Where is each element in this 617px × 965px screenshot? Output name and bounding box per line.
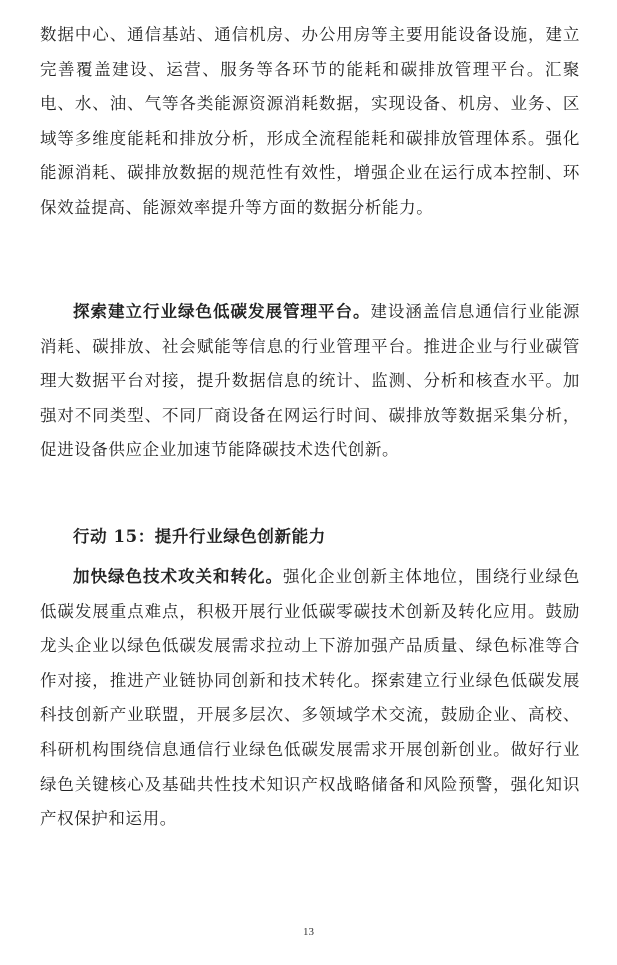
page-number: 13 bbox=[303, 926, 314, 938]
section-heading bbox=[40, 520, 580, 555]
paragraph-3-body: 强化企业创新主体地位，围绕行业绿色低碳发展重点难点，积极开展行业低碳零碳技术创新及转化应用。鼓励龙头企业以绿色低碳发展需求拉动上下游加强产品质量、绿色标准等合作对接，推进产业链协同创新和技术转化。探索建立行业绿色低碳发展科技创新产业联盟，开展多层次、多领域学术交流，鼓励企业、高校、科研机构围绕信息通信行业绿色低碳发展需求开展创新创业。做好行业绿色关键核心及基础共性技术知识产权战略储备和风险预警，强化知识产权保护和运用。 bbox=[40, 567, 581, 829]
paragraph-energy-platform bbox=[40, 18, 580, 226]
paragraph-1-text: 数据中心、通信基站、通信机房、办公用房等主要用能设备设施，建立完善覆盖建设、运营、服务等各环节的能耗和碳排放管理平台。汇聚电、水、油、气等各类能源资源消耗数据，实现设备、机房、业务、区域等多维度能耗和排放分析，形成全流程能耗和碳排放管理体系。强化能源消耗、碳排放数据的规范性有效性，增强企业在运行成本控制、环保效益提高、能源效率提升等方面的数据分析能力。 bbox=[40, 25, 580, 217]
paragraph-2 bbox=[40, 295, 580, 468]
paragraph-3-lead: 加快绿色技术攻关和转化。 bbox=[73, 567, 283, 586]
paragraph-3 bbox=[40, 560, 580, 837]
paragraph-2-lead: 探索建立行业绿色低碳发展管理平台。 bbox=[73, 302, 371, 321]
heading-action-15: 行动 15：提升行业绿色创新能力 bbox=[73, 527, 326, 546]
paragraph-2-body: 建设涵盖信息通信行业能源消耗、碳排放、社会赋能等信息的行业管理平台。推进企业与行业碳管理大数据平台对接，提升数据信息的统计、监测、分析和核查水平。加强对不同类型、不同厂商设备在网运行时间、碳排放等数据采集分析，促进设备供应企业加速节能降碳技术迭代创新。 bbox=[40, 302, 580, 460]
paragraph-industry-platform bbox=[40, 295, 580, 468]
paragraph-green-tech bbox=[40, 560, 580, 837]
